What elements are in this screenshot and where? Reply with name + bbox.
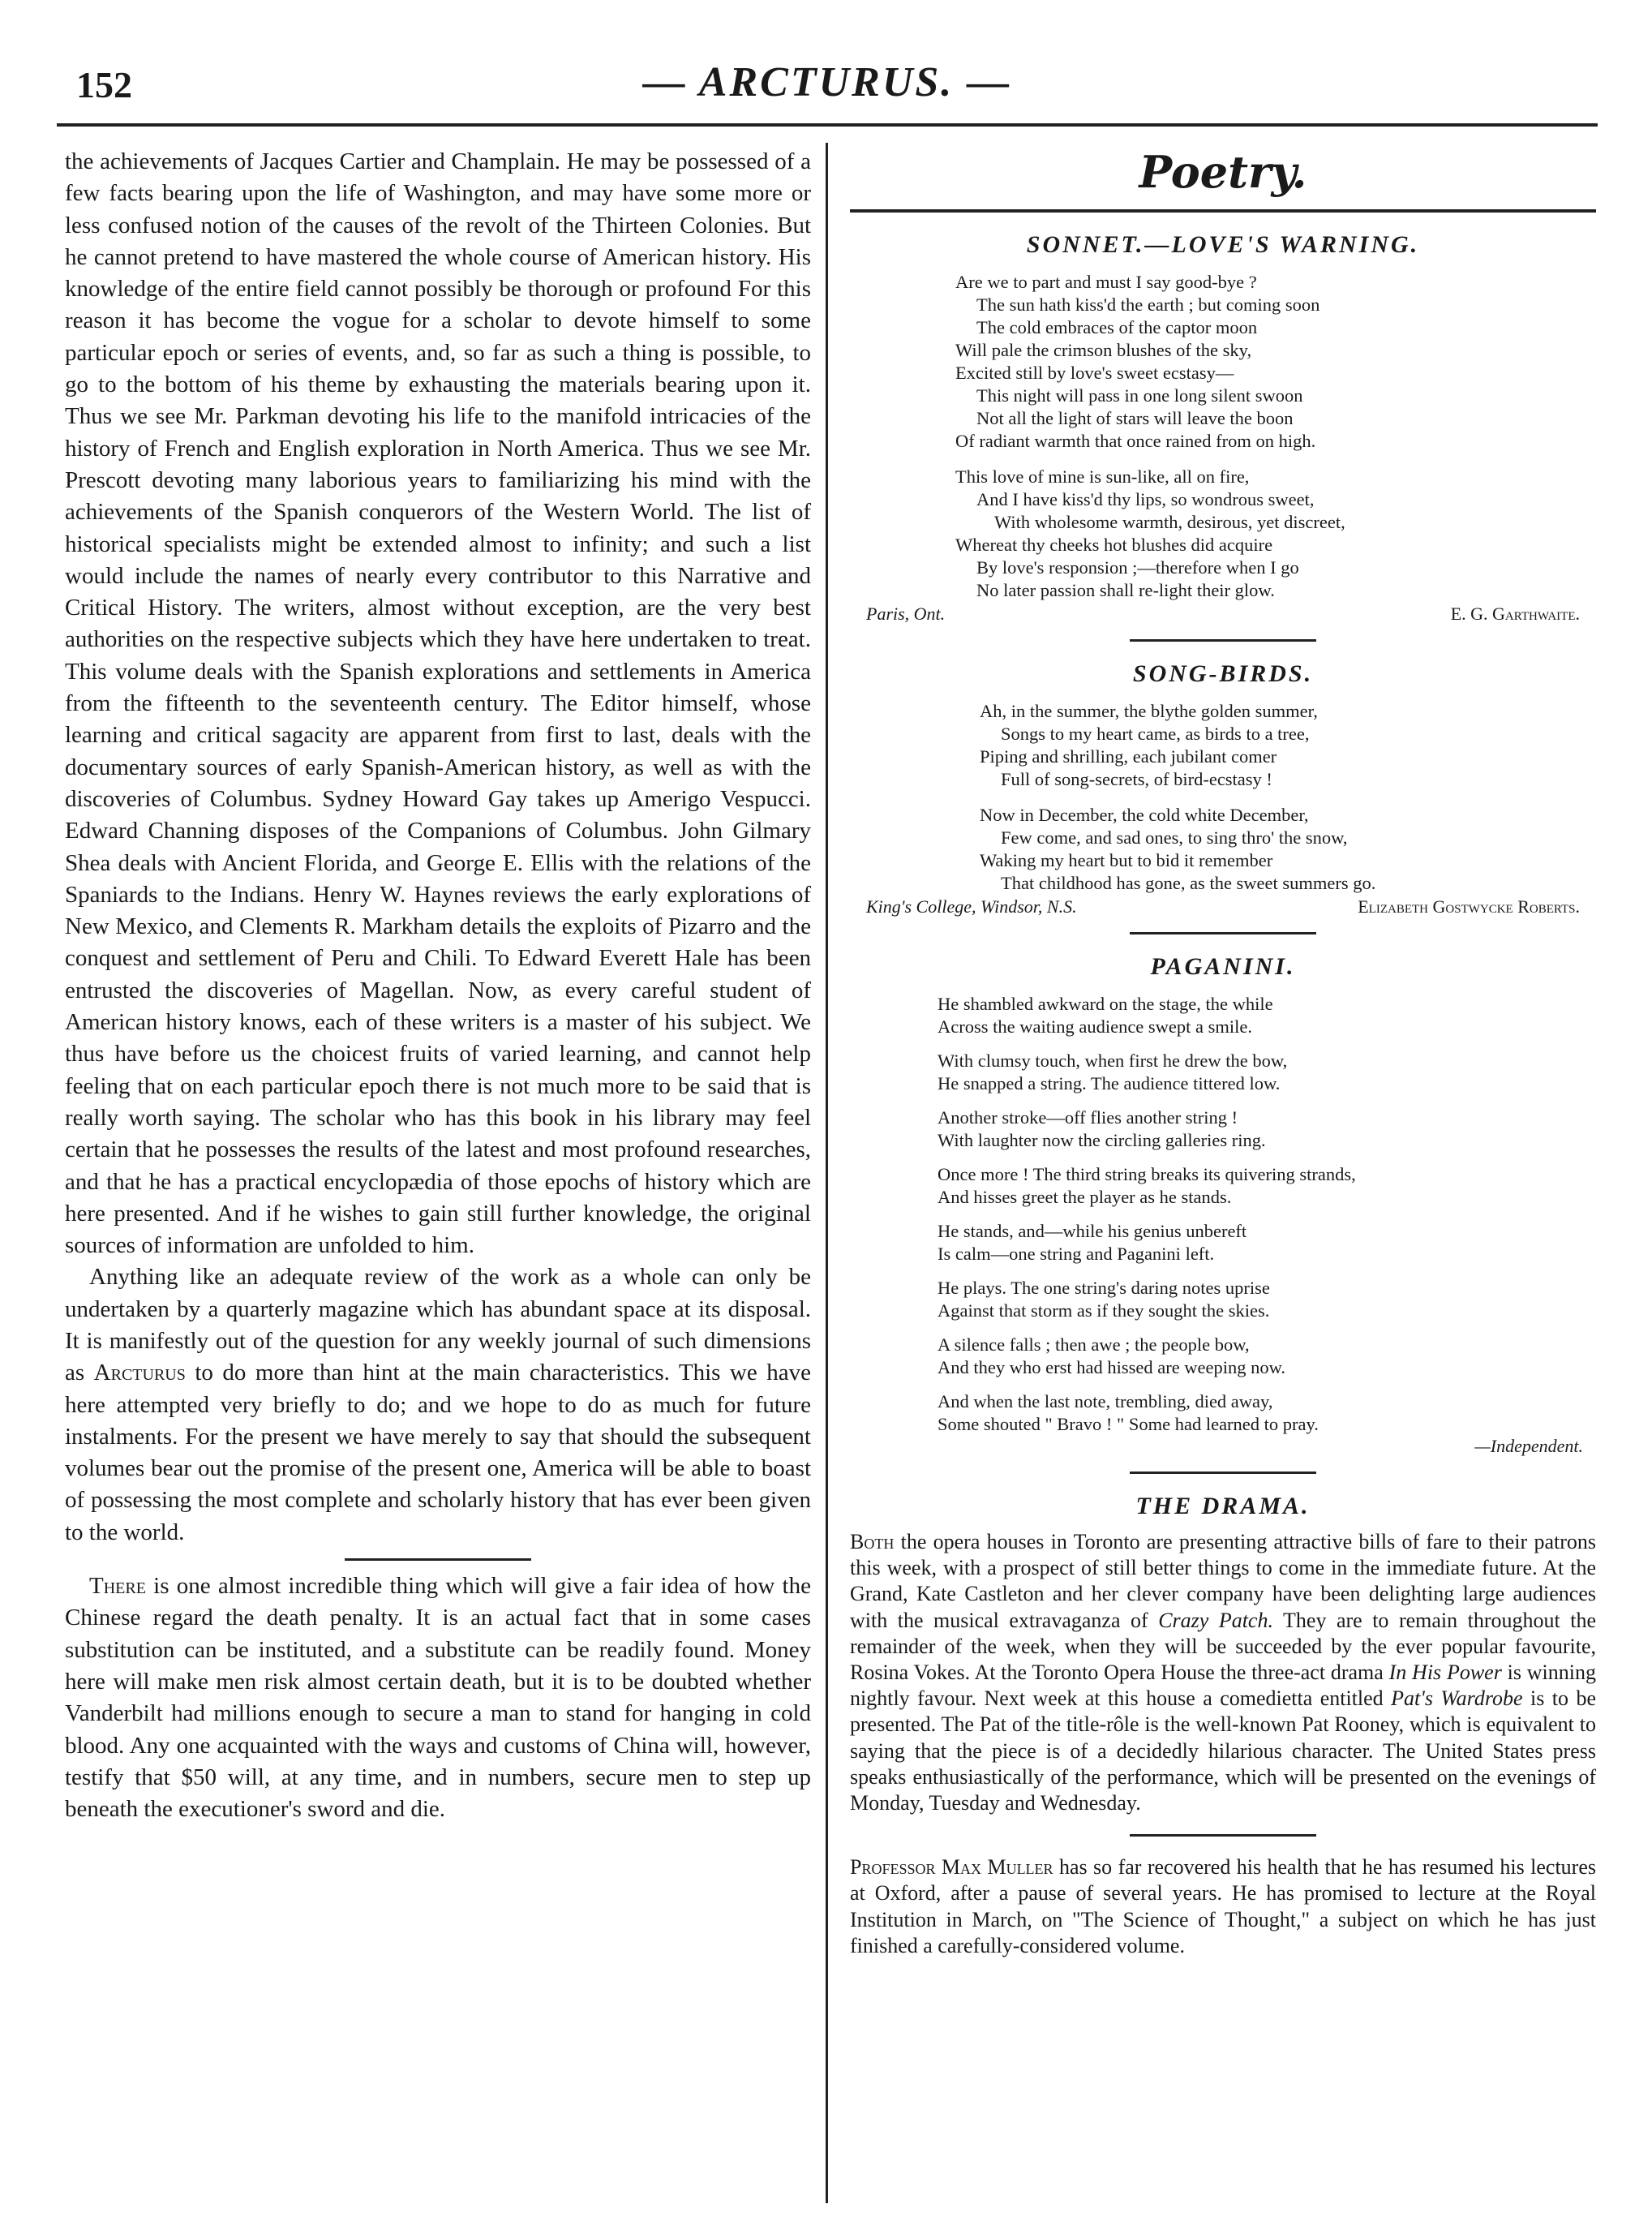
poem-line: A silence falls ; then awe ; the people bow,	[938, 1334, 1250, 1355]
paragraph-lead-word: Both	[850, 1530, 895, 1553]
review-paragraph-2	[65, 1261, 811, 1549]
play-title: Crazy Patch.	[1158, 1608, 1273, 1632]
poem-divider	[1130, 639, 1316, 642]
poem-line: The sun hath kiss'd the earth ; but coming soon	[976, 294, 1320, 315]
songbirds-body	[850, 700, 1596, 895]
paganini-source: —Independent.	[1474, 1436, 1583, 1456]
poem-line: And I have kiss'd thy lips, so wondrous sweet,	[976, 489, 1315, 509]
poem-line: And hisses greet the player as he stands.	[938, 1187, 1232, 1207]
poem-line: Full of song-secrets, of bird-ecstasy !	[1001, 769, 1272, 789]
poem-line: Will pale the crimson blushes of the sky,	[955, 340, 1252, 360]
paragraph-divider	[1130, 1834, 1316, 1837]
poem-line: Another stroke—off flies another string !	[938, 1107, 1238, 1128]
poem-line: Piping and shrilling, each jubilant comer	[980, 746, 1277, 767]
poem-line: By love's responsion ;—therefore when I go	[976, 557, 1299, 578]
songbirds-author: Elizabeth Gostwycke Roberts.	[1358, 896, 1580, 917]
chinese-penalty-text: is one almost incredible thing which will give a fair idea of how the Chinese regard the death penalty. It is an actual fact that in some cases substitution can be instituted, and a substitute can be readily found. Money here will make men risk almost certain death, but it is to be doubted whether Vanderbilt had millions enough to secure a man to stand for hanging in cold blood. Any one acquainted with the ways and customs of China will, however, testify that $50 will, at any time, and in numbers, secure men to step up beneath the executioner's sword and die.	[65, 1573, 811, 1823]
paganini-body	[850, 993, 1596, 1436]
masthead-title: — ARCTURUS. —	[642, 59, 1012, 105]
songbirds-signature	[850, 896, 1596, 917]
chinese-penalty-paragraph	[65, 1570, 811, 1825]
poem-line: Ah, in the summer, the blythe golden summer,	[980, 701, 1318, 721]
drama-text-c: is winning nightly favour. Next week at this house a comedietta entitled	[850, 1661, 1596, 1711]
poem-line: That childhood has gone, as the sweet summers go.	[1001, 873, 1376, 893]
poem-line: Songs to my heart came, as birds to a tree,	[1001, 724, 1310, 744]
sonnet-place: Paris, Ont.	[866, 604, 946, 624]
poem-line: Are we to part and must I say good-bye ?	[955, 272, 1257, 292]
drama-title: THE DRAMA.	[1135, 1493, 1311, 1519]
sonnet-body	[850, 271, 1596, 602]
header-rule	[57, 123, 1598, 127]
left-column	[65, 146, 811, 1825]
paganini-title: PAGANINI.	[1150, 953, 1296, 980]
page-number: 152	[76, 64, 132, 105]
poem-line: No later passion shall re-light their glow.	[976, 580, 1275, 600]
right-column	[850, 146, 1596, 1959]
sonnet-title: SONNET.—LOVE'S WARNING.	[1026, 231, 1420, 258]
poem-line: He snapped a string. The audience tittered low.	[938, 1073, 1281, 1093]
muller-text: has so far recovered his health that he has resumed his lectures at Oxford, after a pause of several years. He has promised to lecture at the Royal Institution in March, on "The Science of Thought," a subject on which he has just finished a carefully-considered volume.	[850, 1855, 1596, 1957]
drama-paragraph-2	[850, 1854, 1596, 1959]
poem-line: Waking my heart but to bid it remember	[980, 850, 1273, 870]
drama-text-d: is to be presented. The Pat of the title-rôle is the well-known Pat Rooney, which is equivalent to saying that the piece is of a decidedly hilarious character. The United States press speaks enthusiastically of the performance, which will be presented on the evenings of Monday, Tuesday and Wednesday.	[850, 1686, 1597, 1815]
section-divider	[345, 1558, 531, 1561]
poem-line: Whereat thy cheeks hot blushes did acquire	[955, 535, 1273, 555]
column-divider	[826, 143, 828, 2203]
poem-line: And when the last note, trembling, died away,	[938, 1391, 1273, 1411]
poem-line: This night will pass in one long silent swoon	[976, 385, 1303, 406]
poem-line: Excited still by love's sweet ecstasy—	[955, 363, 1234, 383]
poem-line: Of radiant warmth that once rained from on high.	[955, 431, 1316, 451]
drama-text-a: the opera houses in Toronto are presenting attractive bills of fare to their patrons this week, with a prospect of still better things to come in the immediate future. At the Grand, Kate Castleton and her clever company have been delighting large audiences with the musical extravaganza of	[850, 1530, 1596, 1632]
poetry-section-title: Poetry.	[1139, 146, 1307, 198]
play-title: Pat's Wardrobe	[1391, 1686, 1523, 1711]
poem-line: With laughter now the circling galleries ring.	[938, 1130, 1266, 1150]
drama-paragraph-1	[850, 1529, 1596, 1816]
poem-line: Few come, and sad ones, to sing thro' the snow,	[1001, 827, 1348, 848]
drama-section	[850, 1529, 1596, 1959]
drama-text-b: They are to remain throughout the remainder of the week, when they will be succeeded by the ever popular favourite, Rosina Vokes. At the Toronto Opera House the three-act drama	[850, 1608, 1597, 1685]
review-paragraph-1: the achievements of Jacques Cartier and Champlain. He may be possessed of a few facts bearing upon the life of Washington, and may have some more or less confused notion of the causes of the revolt of the Thirteen Colonies. But he cannot pretend to have mastered the whole course of American history. His knowledge of the entire field cannot possibly be thorough or profound For this reason it has become the vogue for a scholar to devote himself to some particular epoch or series of events, and, so far as such a thing is possible, to go to the bottom of his theme by exhausting the materials bearing upon it. Thus we see Mr. Parkman devoting his life to the manifold intricacies of the history of French and English exploration in North America. Thus we see Mr. Prescott devoting many laborious years to familiarizing his mind with the achievements of the Spanish conquerors of the Western World. The list of historical specialists might be extended almost to infinity; and such a list would include the names of nearly every contributor to this Narrative and Critical History. The writers, almost without exception, are the very best authorities on the respective subjects which they have here undertaken to treat. This volume deals with the Spanish explorations and settlements in America from the fifteenth to the seventeenth century. The Editor himself, whose learning and critical sagacity are apparent from first to last, deals with the documentary sources of early Spanish-American history, as well as with the discoveries of Columbus. Sydney Howard Gay takes up Amerigo Vespucci. Edward Channing disposes of the Companions of Columbus. John Gilmary Shea deals with Ancient Florida, and George E. Ellis with the relations of the Spaniards to the Indians. Henry W. Haynes reviews the early explorations of New Mexico, and Clements R. Markham details the exploits of Pizarro and the conquest and settlement of Peru and Chili. To Edward Everett Hale has been entrusted the discoveries of Magellan. Now, as every careful student of American history knows, each of these writers is a master of his subject. We thus have before us the choicest fruits of varied learning, and cannot help feeling that on each particular epoch there is not much more to be said that is really worth saying. The scholar who has this book in his library may feel certain that he possesses the results of the latest and most profound researches, and that he has a practical encyclopædia of those epochs of history which are here presented. And if he wishes to gain still further knowledge, the original sources of information are unfolded to him.	[65, 148, 811, 1259]
poetry-rule	[850, 209, 1596, 213]
review-paragraph-2-text-b: to do more than hint at the main characteristics. This we have here attempted very briefly to do; and we hope to do as much for future instalments. For the present we have merely to say that should the subsequent volumes bear out the promise of the present one, America will be able to boast of possessing the most complete and scholarly history that has ever been given to the world.	[65, 1360, 811, 1545]
poem-line: With clumsy touch, when first he drew the bow,	[938, 1050, 1288, 1071]
poem-line: The cold embraces of the captor moon	[976, 317, 1258, 337]
poem-divider	[1130, 932, 1316, 934]
poem-line: With wholesome warmth, desirous, yet discreet,	[994, 512, 1345, 532]
review-paragraph-2-text-a: Anything like an adequate review of the work as a whole can only be undertaken by a quarterly magazine which has abundant space at its disposal. It is manifestly out of the question for any weekly journal of such dimensions as	[65, 1264, 811, 1386]
songbirds-place: King's College, Windsor, N.S.	[866, 896, 1077, 917]
poem-line: Against that storm as if they sought the skies.	[938, 1300, 1270, 1321]
poem-line: Is calm—one string and Paganini left.	[938, 1244, 1215, 1264]
paragraph-lead-word: Professor Max Muller	[850, 1855, 1053, 1880]
poem-line: He shambled awkward on the stage, the while	[938, 994, 1273, 1014]
arcturus-name: Arcturus	[93, 1360, 186, 1386]
paragraph-lead-word: There	[89, 1573, 146, 1600]
poem-line: Not all the light of stars will leave the boon	[976, 408, 1294, 428]
section-divider	[1130, 1472, 1316, 1474]
page-header	[57, 57, 1598, 114]
poem-line: Across the waiting audience swept a smile.	[938, 1016, 1253, 1037]
sonnet-author: E. G. Garthwaite.	[1450, 604, 1580, 624]
poem-line: He plays. The one string's daring notes uprise	[938, 1278, 1270, 1298]
poem-line: This love of mine is sun-like, all on fire,	[955, 466, 1250, 487]
play-title: In His Power	[1388, 1661, 1502, 1685]
sonnet-signature	[850, 604, 1596, 625]
songbirds-title: SONG-BIRDS.	[1132, 660, 1314, 687]
poem-line: He stands, and—while his genius unbereft	[938, 1221, 1247, 1241]
poem-line: Now in December, the cold white December,	[980, 805, 1309, 825]
poem-line: Some shouted " Bravo ! " Some had learned to pray.	[938, 1414, 1319, 1434]
poem-line: Once more ! The third string breaks its quivering strands,	[938, 1164, 1356, 1184]
poem-line: And they who erst had hissed are weeping now.	[938, 1357, 1286, 1377]
